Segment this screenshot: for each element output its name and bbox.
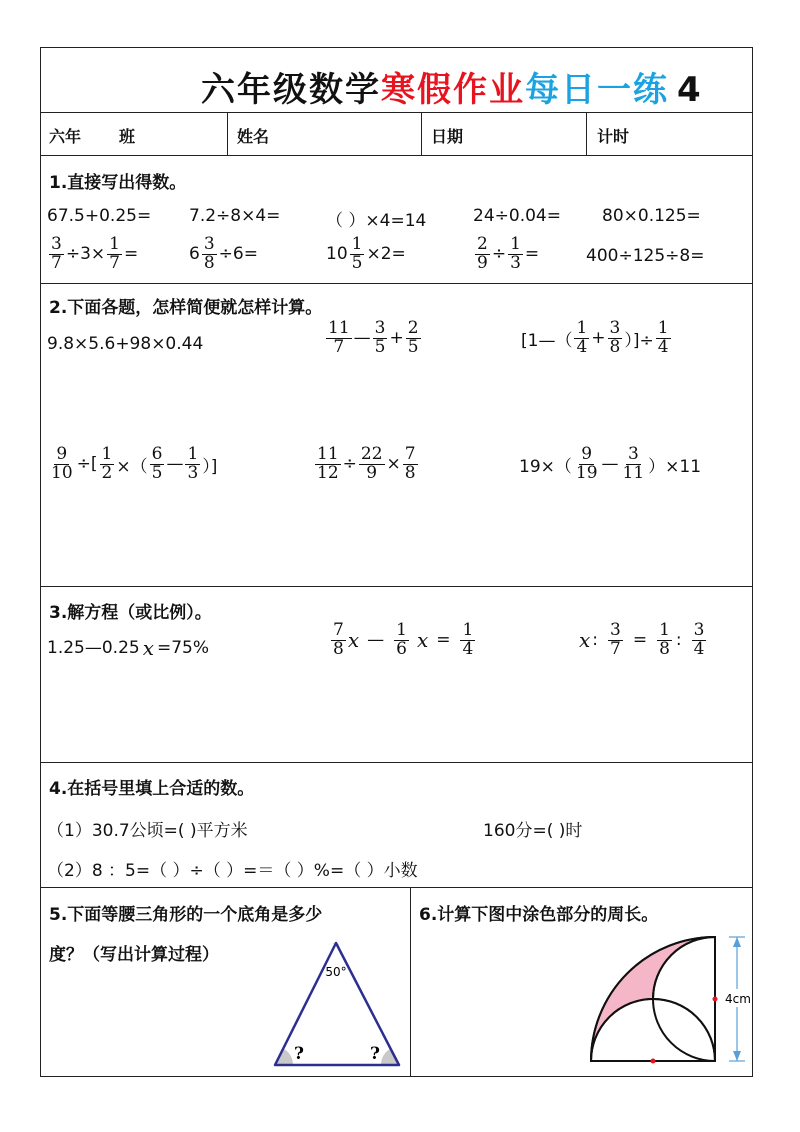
denominator: 5 — [374, 336, 386, 357]
numerator: 1 — [101, 444, 113, 464]
s3-q3 — [579, 622, 708, 659]
whole-number: 6 — [189, 244, 200, 265]
fraction — [608, 622, 623, 659]
s1-q2: 7.2÷8×4= — [189, 206, 281, 226]
quarter-circle-figure — [581, 933, 751, 1073]
numerator: 3 — [693, 620, 705, 640]
fraction — [326, 320, 352, 357]
denominator: 10 — [51, 462, 73, 483]
whole-number: 10 — [326, 244, 348, 265]
equals: = — [632, 630, 648, 651]
divider — [41, 887, 752, 888]
equals: = — [436, 630, 451, 651]
fraction — [657, 622, 672, 659]
fraction — [608, 320, 623, 357]
denominator: 4 — [576, 336, 588, 357]
section-5-title-line-2: 度？（写出计算过程） — [49, 945, 219, 965]
divider — [41, 155, 752, 156]
operator: ÷3× — [65, 244, 106, 265]
isosceles-triangle-figure — [266, 933, 406, 1073]
numerator: 2 — [477, 234, 488, 254]
dimension-label: 4cm — [725, 992, 751, 1006]
name-label: 姓名 — [237, 127, 270, 146]
fraction — [107, 236, 122, 273]
fraction — [508, 236, 523, 273]
numerator: 9 — [581, 444, 593, 464]
numerator: 1 — [396, 620, 407, 640]
s2-q4 — [47, 446, 217, 483]
section-5-title-line-1: 5.下面等腰三角形的一个底角是多少 — [49, 905, 323, 925]
expression-rest: ×2= — [366, 244, 406, 265]
center-dot-bottom — [651, 1059, 656, 1064]
timer-field[interactable] — [597, 124, 629, 147]
operator: ÷[ — [76, 454, 98, 475]
fraction — [460, 622, 475, 659]
denominator: 12 — [317, 462, 339, 483]
page-title — [201, 62, 703, 111]
s2-q2 — [324, 320, 423, 357]
denominator: 7 — [51, 252, 62, 273]
fraction — [49, 236, 64, 273]
denominator: 3 — [187, 462, 199, 483]
operator: — — [353, 328, 371, 349]
class-label-class: 班 — [119, 127, 136, 146]
fraction — [621, 446, 647, 483]
title-part-4: 4 — [677, 70, 703, 110]
operator: — — [367, 630, 385, 651]
variable-x: x — [347, 628, 360, 653]
numerator: 2 — [407, 318, 419, 338]
center-dot-side — [713, 997, 718, 1002]
numerator: 1 — [109, 234, 120, 254]
s1-q3: （ ）×4=14 — [326, 211, 427, 231]
class-field[interactable] — [49, 124, 135, 147]
s4-q3: （2）8 ：5=（ ）÷（ ）=＝（ ）%=（ ）小数 — [47, 861, 418, 881]
s1-q4: 24÷0.04= — [473, 206, 561, 226]
denominator: 8 — [333, 638, 344, 659]
denominator: 5 — [151, 462, 163, 483]
equals: = — [123, 244, 139, 265]
numerator: 3 — [609, 318, 621, 338]
s1-q1: 67.5+0.25= — [47, 206, 152, 226]
s2-q6 — [519, 446, 701, 483]
numerator: 1 — [659, 620, 670, 640]
fraction — [406, 320, 421, 357]
s1-q10: 400÷125÷8= — [586, 246, 705, 266]
numerator: 7 — [404, 444, 416, 464]
divider — [421, 112, 422, 155]
section-3-title: 3.解方程（或比例）。 — [49, 603, 212, 623]
colon: : — [675, 630, 682, 651]
name-field[interactable] — [237, 124, 269, 147]
fraction — [403, 446, 418, 483]
fraction — [359, 446, 385, 483]
fraction — [574, 320, 589, 357]
fraction — [49, 446, 75, 483]
denominator: 4 — [693, 638, 705, 659]
denominator: 9 — [477, 252, 488, 273]
divider — [227, 112, 228, 155]
colon: : — [592, 630, 599, 651]
numerator: 1 — [510, 234, 521, 254]
operator: ÷ — [491, 244, 507, 265]
s1-q5: 80×0.125= — [602, 206, 701, 226]
denominator: 5 — [351, 252, 363, 273]
operator: — — [601, 454, 619, 475]
dimension-arrow-bottom — [733, 1051, 741, 1061]
numerator: 3 — [374, 318, 386, 338]
denominator: 2 — [101, 462, 113, 483]
numerator: 22 — [360, 444, 383, 464]
bracket-close: ）]÷ — [624, 330, 654, 351]
operator: ÷ — [342, 454, 357, 475]
divider — [41, 586, 752, 587]
expression-right: =75% — [156, 638, 210, 658]
numerator: 1 — [351, 234, 363, 254]
fraction — [394, 622, 409, 659]
fraction — [574, 446, 600, 483]
operator: — — [166, 454, 184, 475]
operator: 19×（ — [519, 456, 572, 477]
fraction — [100, 446, 115, 483]
numerator: 11 — [317, 444, 339, 464]
denominator: 7 — [333, 336, 345, 357]
numerator: 9 — [56, 444, 68, 464]
dimension-arrow-top — [733, 937, 741, 947]
operator: ）×11 — [648, 456, 702, 477]
s1-q9 — [473, 236, 539, 273]
numerator: 1 — [187, 444, 199, 464]
variable-x: x — [416, 628, 429, 653]
denominator: 7 — [610, 638, 621, 659]
base-angle-label-right: ? — [370, 1044, 380, 1064]
numerator: 3 — [627, 444, 639, 464]
fraction — [373, 320, 388, 357]
date-label: 日期 — [431, 127, 464, 146]
variable-x: x — [579, 628, 591, 653]
divider — [41, 283, 752, 284]
s1-q7 — [189, 236, 258, 273]
apex-angle-label: 50° — [325, 965, 347, 979]
operator: ）] — [202, 456, 218, 477]
base-angle-marker-right — [381, 1049, 399, 1065]
numerator: 1 — [657, 318, 669, 338]
s2-q1: 9.8×5.6+98×0.44 — [47, 334, 204, 354]
operator: × — [386, 454, 401, 475]
s2-q5 — [313, 446, 420, 483]
title-part-3: 每日一练 — [525, 70, 669, 110]
s4-q1: （1）30.7公顷=( )平方米 — [47, 821, 248, 841]
denominator: 4 — [657, 336, 669, 357]
shaded-region-center — [653, 999, 715, 1061]
fraction — [202, 236, 217, 273]
numerator: 11 — [328, 318, 350, 338]
operator: + — [389, 328, 404, 349]
numerator: 3 — [610, 620, 621, 640]
denominator: 11 — [622, 462, 645, 483]
section-4-title: 4.在括号里填上合适的数。 — [49, 779, 255, 799]
s3-q1 — [47, 636, 209, 660]
fraction — [692, 622, 707, 659]
divider — [41, 112, 752, 113]
title-part-1: 六年级数学 — [201, 70, 381, 110]
class-label-grade: 六年 — [49, 127, 82, 146]
s4-q2: 160分=( )时 — [483, 821, 583, 841]
equals: = — [524, 244, 540, 265]
s1-q8 — [326, 236, 406, 273]
denominator: 6 — [396, 638, 407, 659]
section-2-title: 2.下面各题，怎样简便就怎样计算。 — [49, 298, 323, 318]
denominator: 5 — [407, 336, 419, 357]
title-part-2: 寒假作业 — [381, 70, 525, 110]
s1-q6 — [47, 236, 138, 273]
divider — [586, 112, 587, 155]
operator: ×（ — [116, 456, 148, 477]
fraction — [315, 446, 341, 483]
denominator: 4 — [462, 638, 474, 659]
denominator: 8 — [609, 336, 621, 357]
denominator: 9 — [366, 462, 378, 483]
fraction — [150, 446, 165, 483]
timer-label: 计时 — [597, 127, 630, 146]
section-1-title: 1.直接写出得数。 — [49, 173, 187, 193]
denominator: 7 — [109, 252, 120, 273]
operator: + — [591, 328, 606, 349]
date-field[interactable] — [431, 124, 463, 147]
variable-x: x — [142, 636, 154, 660]
expression-rest: ÷6= — [218, 244, 258, 265]
worksheet — [40, 47, 753, 1077]
section-6-title: 6.计算下图中涂色部分的周长。 — [419, 905, 659, 925]
fraction — [331, 622, 346, 659]
numerator: 7 — [333, 620, 344, 640]
denominator: 19 — [575, 462, 598, 483]
bracket-open: [1—（ — [521, 330, 573, 351]
denominator: 8 — [203, 252, 215, 273]
denominator: 8 — [404, 462, 416, 483]
fraction — [475, 236, 490, 273]
fraction — [350, 236, 365, 273]
numerator: 3 — [203, 234, 215, 254]
fraction — [185, 446, 200, 483]
numerator: 1 — [576, 318, 588, 338]
divider — [41, 762, 752, 763]
s2-q3 — [521, 320, 673, 357]
numerator: 3 — [51, 234, 62, 254]
numerator: 1 — [462, 620, 474, 640]
expression-left: 1.25—0.25 — [47, 638, 140, 658]
numerator: 6 — [151, 444, 163, 464]
denominator: 3 — [510, 252, 521, 273]
divider — [410, 887, 411, 1077]
s3-q2 — [329, 622, 477, 659]
denominator: 8 — [659, 638, 670, 659]
base-angle-label-left: ? — [294, 1044, 304, 1064]
fraction — [656, 320, 671, 357]
